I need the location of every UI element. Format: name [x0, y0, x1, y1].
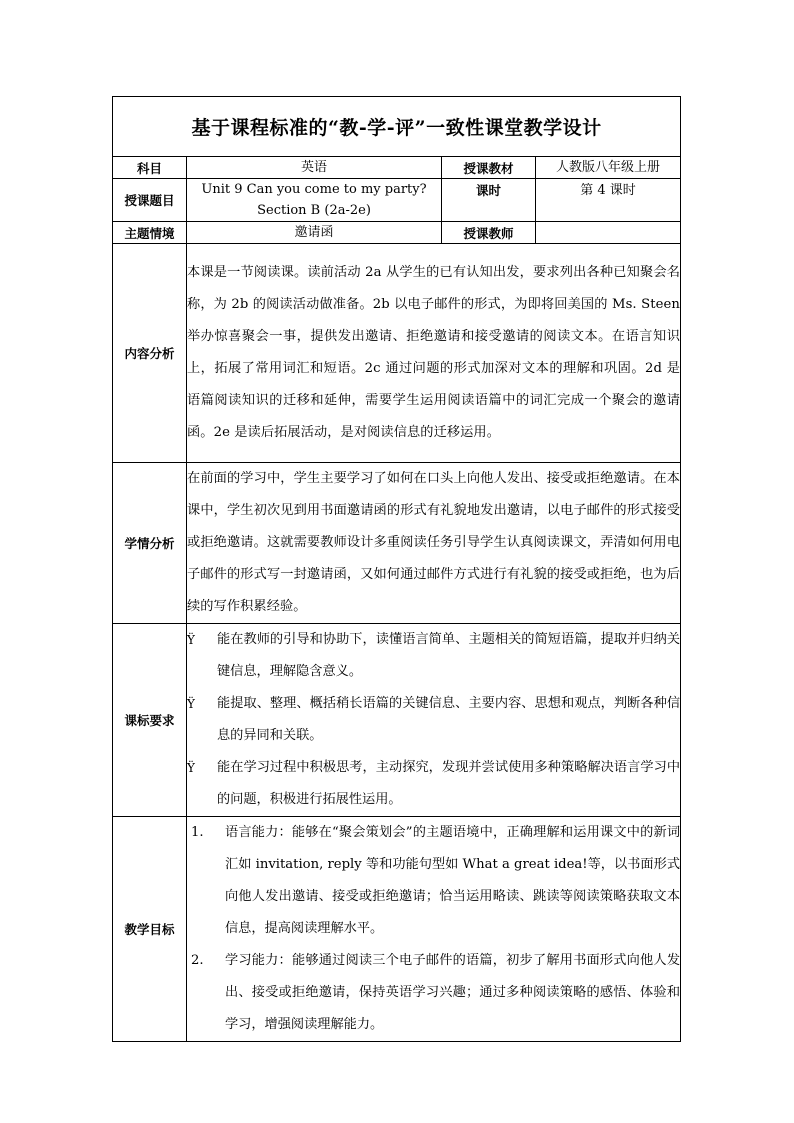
- standards-list: [187, 624, 681, 817]
- textbook-value: 人教版八年级上册: [536, 157, 681, 179]
- list-item: [187, 624, 680, 688]
- bullet-icon: Ÿ: [187, 633, 195, 647]
- learner-analysis-text: 在前面的学习中，学生主要学习了如何在口头上向他人发出、接受或拒绝邀请。在本课中，学生初次见到用书面邀请函的形式有礼貌地发出邀请，以电子邮件的形式接受或拒绝邀请。这就需要教师设计多重阅读任务引导学生认真阅读课文，弄清如何用电子邮件的形式写一封邀请函，又如何通过邮件方式进行有礼貌的接受或拒绝，也为后续的写作积累经验。: [187, 463, 681, 624]
- list-item: [187, 752, 680, 816]
- item-number: 1.: [191, 825, 204, 840]
- period-value: 第 4 课时: [536, 179, 681, 222]
- standard-text: 能提取、整理、概括稍长语篇的关键信息、主要内容、思想和观点，判断各种信息的异同和关联。: [217, 696, 681, 743]
- theme-label: 主题情境: [113, 222, 187, 244]
- topic-label: 授课题目: [113, 179, 187, 222]
- bullet-icon: Ÿ: [187, 761, 195, 775]
- standards-row: [113, 624, 681, 817]
- topic-line-1: Unit 9 Can you come to my party?: [201, 182, 427, 197]
- objectives-label: 教学目标: [113, 817, 187, 1042]
- teacher-value: [536, 222, 681, 244]
- title-row: [113, 97, 681, 157]
- objective-text: 语言能力：能够在“聚会策划会”的主题语境中，正确理解和运用课文中的新词汇如 invitation, reply 等和功能句型如 What a great idea!等，以书面形式向他人发出邀请、接受或拒绝邀请；恰当运用略读、跳读等阅读策略获取文本信息，提高阅读理解水平。: [225, 825, 681, 936]
- learner-analysis-row: [113, 463, 681, 624]
- document-title: 基于课程标准的“教-学-评”一致性课堂教学设计: [113, 97, 681, 157]
- standards-label: 课标要求: [113, 624, 187, 817]
- item-number: 2.: [191, 953, 204, 968]
- textbook-label: 授课教材: [442, 157, 536, 179]
- objectives-list: [187, 817, 681, 1042]
- standard-text: 能在学习过程中积极思考，主动探究，发现并尝试使用多种策略解决语言学习中的问题，积极进行拓展性运用。: [217, 760, 681, 807]
- learner-analysis-label: 学情分析: [113, 463, 187, 624]
- lesson-plan-table: [112, 96, 681, 1042]
- period-label: 课时: [442, 179, 536, 222]
- list-item: [187, 817, 680, 945]
- teacher-label: 授课教师: [442, 222, 536, 244]
- content-analysis-label: 内容分析: [113, 244, 187, 463]
- objective-text: 学习能力：能够通过阅读三个电子邮件的语篇，初步了解用书面形式向他人发出、接受或拒绝邀请，保持英语学习兴趣；通过多种阅读策略的感悟、体验和学习，增强阅读理解能力。: [225, 953, 681, 1032]
- list-item: [187, 945, 680, 1041]
- standard-text: 能在教师的引导和协助下，读懂语言简单、主题相关的简短语篇，提取并归纳关键信息，理解隐含意义。: [217, 632, 681, 679]
- objectives-row: [113, 817, 681, 1042]
- content-analysis-text: 本课是一节阅读课。读前活动 2a 从学生的已有认知出发，要求列出各种已知聚会名称，为 2b 的阅读活动做准备。2b 以电子邮件的形式，为即将回美国的 Ms. Steen 举办惊喜聚会一事，提供发出邀请、拒绝邀请和接受邀请的阅读文本。在语言知识上，拓展了常用词汇和短语。2c 通过问题的形式加深对文本的理解和巩固。2d 是语篇阅读知识的迁移和延伸，需要学生运用阅读语篇中的词汇完成一个聚会的邀请函。2e 是读后拓展活动，是对阅读信息的迁移运用。: [187, 244, 681, 463]
- subject-label: 科目: [113, 157, 187, 179]
- subject-row: [113, 157, 681, 179]
- bullet-icon: Ÿ: [187, 697, 195, 711]
- topic-row: [113, 179, 681, 222]
- theme-value: 邀请函: [187, 222, 442, 244]
- topic-value: [187, 179, 442, 222]
- theme-row: [113, 222, 681, 244]
- subject-value: 英语: [187, 157, 442, 179]
- topic-line-2: Section B (2a-2e): [257, 203, 371, 218]
- list-item: [187, 688, 680, 752]
- content-analysis-row: [113, 244, 681, 463]
